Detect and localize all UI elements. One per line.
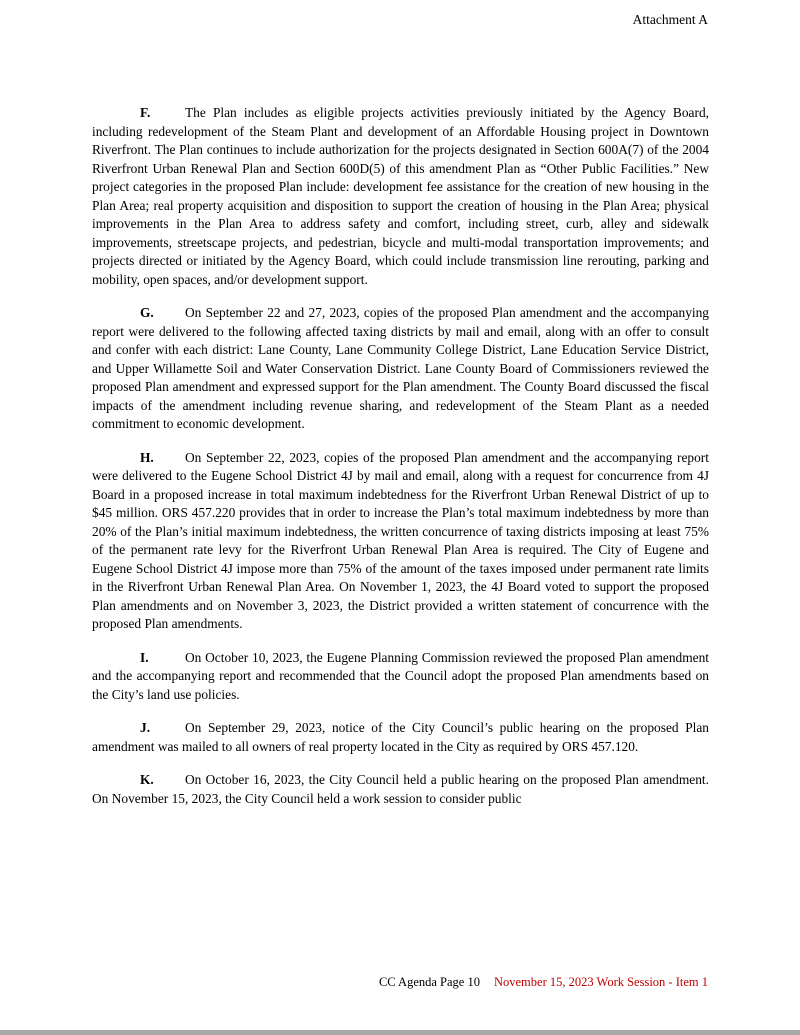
paragraph-i-letter: I.: [140, 649, 149, 665]
paragraph-f: [92, 104, 709, 289]
paragraph-k-letter: K.: [140, 772, 154, 787]
paragraph-j-text: On September 29, 2023, notice of the City Council’s public hearing on the proposed Plan amendment was mailed to all owners of real property located in the City as required by ORS 457.120.: [92, 720, 709, 754]
paragraph-j: [92, 719, 709, 756]
page-footer: [92, 975, 708, 990]
paragraph-k-text: On October 16, 2023, the City Council held a public hearing on the proposed Plan amendment. On November 15, 2023, the City Council held a work session to consider public: [92, 772, 709, 806]
paragraph-i-text: On October 10, 2023, the Eugene Planning Commission reviewed the proposed Plan amendment and the accompanying report and recommended that the Council adopt the proposed Plan amendments based on the City’s land use policies.: [92, 649, 709, 702]
paragraph-g-letter: G.: [140, 305, 154, 320]
page-bottom-edge: [0, 1030, 800, 1035]
paragraph-f-letter: F.: [140, 105, 151, 120]
paragraph-h-letter: H.: [140, 449, 154, 465]
paragraph-k: [92, 771, 709, 808]
footer-page-label: CC Agenda Page 10: [378, 975, 480, 989]
paragraph-f-text: The Plan includes as eligible projects activities previously initiated by the Agency Board, including redevelopment of the Steam Plant and development of an Affordable Housing project in Downtown Riverfront. The Plan continues to include authorization for the projects designated in Section 600A(7) of the 2004 Riverfront Urban Renewal Plan and Section 600D(5) of this amendment Plan as “Other Public Facilities.” New project categories in the proposed Plan include: development fee assistance for the creation of new housing in the Plan Area; real property acquisition and disposition to support the creation of housing in the Plan Area; physical improvements in the Plan Area to address safety and comfort, including street, curb, alley and sidewalk improvements, streetscape projects, and pedestrian, bicycle and multi-modal transportation improvements; and projects directed or initiated by the Agency Board, which could include transmission line rerouting, parking and mobility, open spaces, and/or development support.: [92, 105, 709, 287]
paragraph-j-letter: J.: [140, 720, 151, 735]
paragraph-h-text: On September 22, 2023, copies of the proposed Plan amendment and the accompanying report were delivered to the Eugene School District 4J by mail and email, along with a request for concurrence from 4J Board in a proposed increase in total maximum indebtedness for the Riverfront Urban Renewal District of up to $45 million. ORS 457.220 provides that in order to increase the Plan’s total maximum indebtedness by more than 20% of the Plan’s initial maximum indebtedness, the written concurrence of taxing districts imposing at least 75% of the permanent rate levy for the Riverfront Urban Renewal Plan Area is required. The City of Eugene and Eugene School District 4J impose more than 75% of the amount of the taxes imposed under permanent rate limits in the Riverfront Urban Renewal Plan Area. On November 1, 2023, the 4J Board voted to support the proposed Plan amendments and on November 3, 2023, the District provided a written statement of concurrence with the proposed Plan amendments.: [92, 449, 709, 631]
paragraph-g-text: On September 22 and 27, 2023, copies of the proposed Plan amendment and the accompanying report were delivered to the following affected taxing districts by mail and email, along with an offer to consult and confer with each district: Lane County, Lane Community College District, Lane Education Service District, and Upper Willamette Soil and Water Conservation District. Lane County Board of Commissioners reviewed the proposed Plan amendment and expressed support for the Plan amendment. The County Board discussed the fiscal impacts of the amendment including revenue sharing, and redevelopment of the Steam Plant as a needed commitment to economic development.: [92, 305, 709, 431]
paragraph-i: [92, 649, 709, 705]
paragraph-h: [92, 449, 709, 634]
attachment-label: Attachment A: [632, 12, 708, 27]
document-body: [92, 104, 709, 823]
paragraph-g: [92, 304, 709, 434]
footer-session-label: November 15, 2023 Work Session - Item 1: [493, 975, 708, 989]
